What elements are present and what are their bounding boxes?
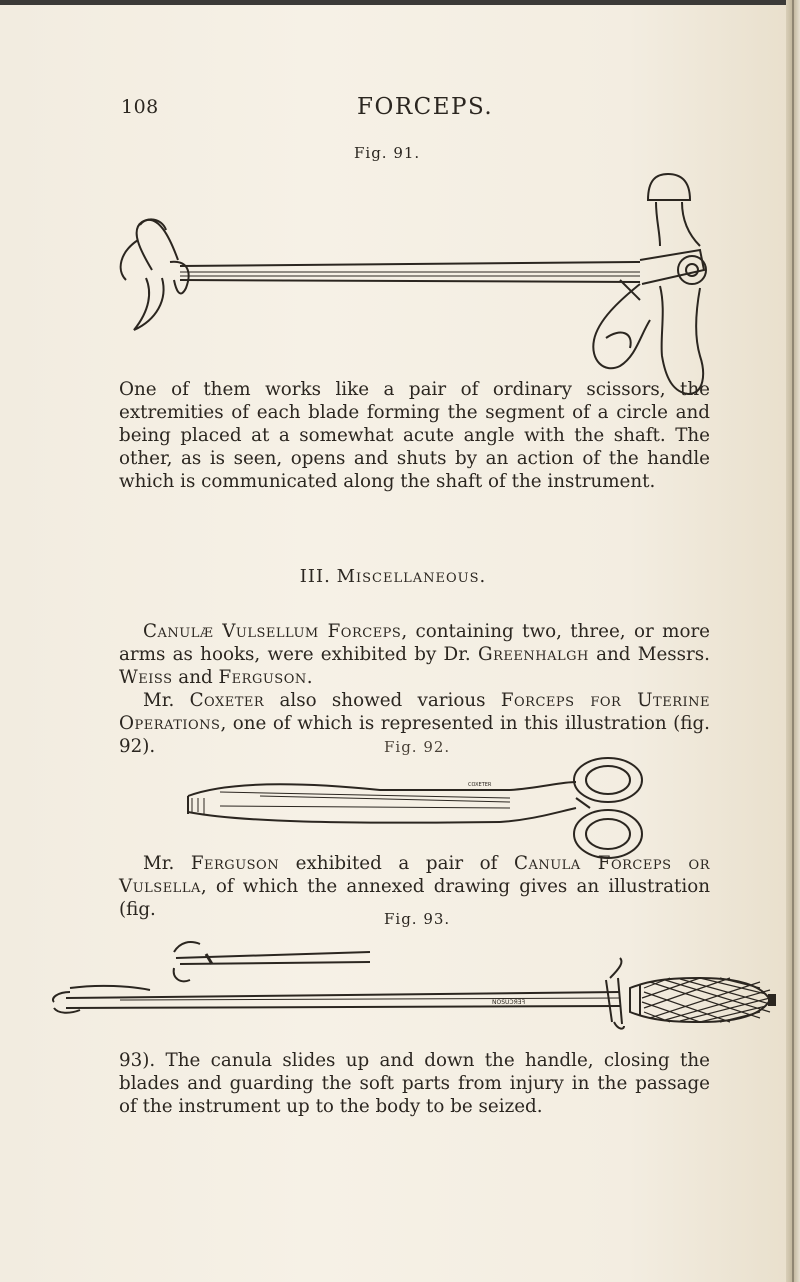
page-header [0, 96, 786, 126]
book-spine-edge [786, 0, 800, 1282]
paragraph-1 [119, 378, 710, 493]
p3-subject: Forceps for Uterine Operations [119, 690, 710, 734]
p2-text-1: , containing two, three, or more arms as hooks, were exhibited by Dr. [119, 621, 711, 665]
fig-93-engraving: NOSUƆЯƎꟻ [492, 999, 526, 1006]
fig-91-caption: Fig. 91. [354, 144, 421, 162]
p3-text-1: Mr. [143, 690, 190, 711]
fig-92-caption: Fig. 92. [384, 738, 451, 756]
fig-93-illustration [40, 922, 776, 1032]
page-number: 108 [121, 96, 159, 118]
p2-name-ferguson: Ferguson [218, 667, 307, 688]
fig-92-illustration [180, 752, 660, 864]
p2-subject: Canulæ Vulsellum Forceps [143, 621, 402, 642]
p2-name-greenhalgh: Greenhalgh [478, 644, 589, 665]
fig-93-caption: Fig. 93. [384, 910, 451, 928]
p3-name-coxeter: Coxeter [189, 690, 265, 711]
p4-name-ferguson: Ferguson [190, 853, 280, 874]
section-heading [0, 566, 786, 587]
p4-text-2: exhibited a pair of [279, 853, 514, 874]
paragraph-1-text: One of them works like a pair of ordinary scissors, the extremities of each blade forming the segment of a circle and being placed at a somewhat acute angle with the shaft. The other, as is seen, opens and shuts by an action of the handle which is communicated along the shaft of the instrument. [119, 379, 710, 492]
running-title: FORCEPS. [357, 94, 494, 120]
p3-text-2: also showed various [264, 690, 501, 711]
p4-text-3: , of which the annexed drawing gives an illustration (fig. [119, 876, 710, 920]
paragraph-5-text: 93). The canula slides up and down the handle, closing the blades and guarding the soft parts from injury in the passage of the instrument up to the body to be seized. [119, 1050, 710, 1117]
fig-92-engraving: COXETER [468, 782, 492, 788]
p2-text-2: and Messrs. [588, 644, 710, 665]
p2-name-weiss: Weiss [119, 667, 173, 688]
section-numeral: III. [299, 566, 331, 587]
section-title: Miscellaneous. [336, 566, 487, 587]
p2-text-3: and [172, 667, 219, 688]
p4-text-1: Mr. [143, 853, 191, 874]
fig-91-illustration [100, 160, 710, 400]
p4-subject: Canula Forceps or Vulsella [119, 853, 710, 897]
p3-text-3: , one of which is represented in this illustration (fig. 92). [119, 713, 710, 757]
paragraph-5 [119, 1049, 710, 1118]
scan-top-border [0, 0, 800, 5]
p2-text-4: . [306, 667, 313, 688]
